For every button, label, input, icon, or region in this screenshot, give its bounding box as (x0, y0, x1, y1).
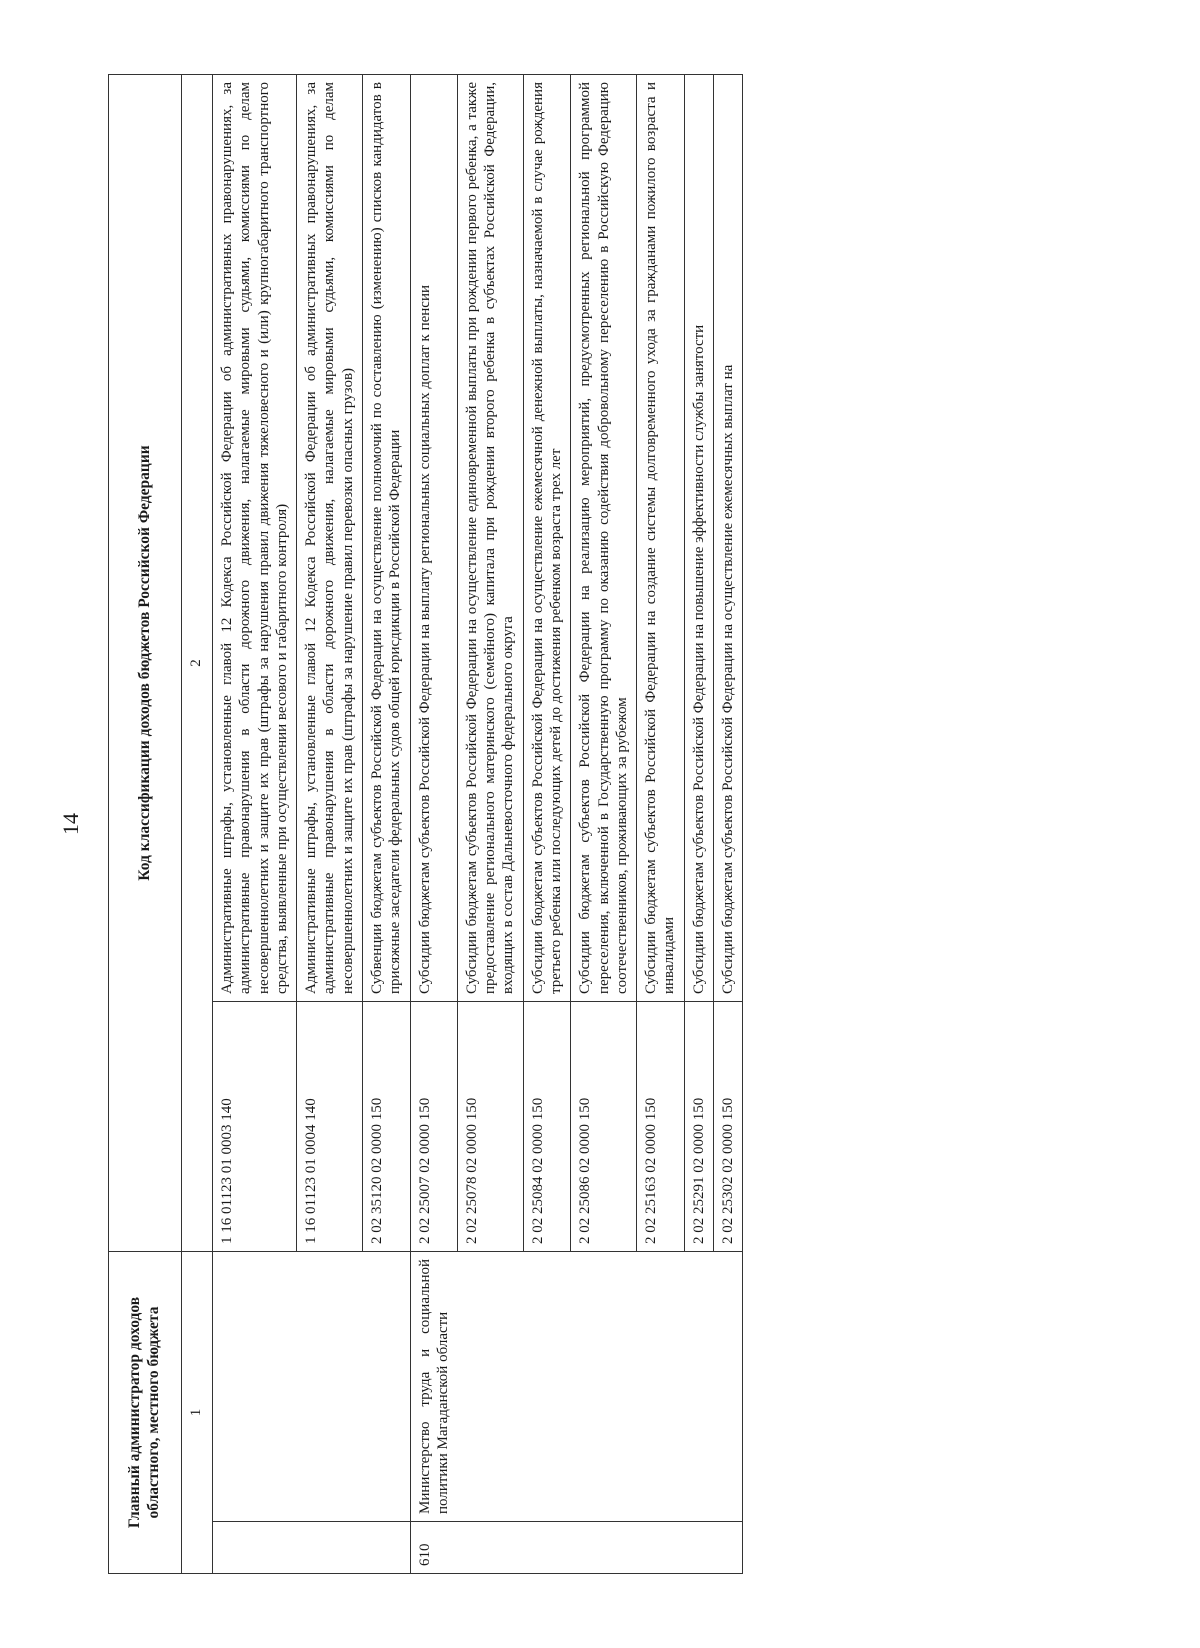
table-header-row (109, 75, 182, 1574)
admin-code-cell (571, 1522, 637, 1574)
admin-name-cell (297, 1252, 363, 1522)
budget-code-cell: 2 02 25078 02 0000 150 (457, 1002, 523, 1252)
table-row (523, 75, 571, 1574)
column-number-2: 2 (182, 75, 213, 1252)
table-row (410, 75, 457, 1574)
admin-code-cell (457, 1522, 523, 1574)
page-number: 14 (58, 813, 83, 835)
description-cell: Субсидии бюджетам субъектов Российской Федерации на создание системы долговременного ухода за гражданами пожилого возраста и инвалидами (637, 75, 685, 1002)
admin-name-cell (457, 1252, 523, 1522)
income-classification-table (108, 74, 743, 1574)
description-cell: Субсидии бюджетам субъектов Российской Федерации на осуществление ежемесячной денежной выплаты, назначаемой в случае рождения третьего ребенка или последующих детей до достижения ребенком возраста трех лет (523, 75, 571, 1002)
column-number-1: 1 (182, 1252, 213, 1574)
description-cell: Субсидии бюджетам субъектов Российской Федерации на выплату региональных социальных доплат к пенсии (410, 75, 457, 1002)
admin-name-cell (523, 1252, 571, 1522)
admin-code-cell: 610 (410, 1522, 457, 1574)
admin-name-cell: Министерство труда и социальной политики Магаданской области (410, 1252, 457, 1522)
admin-code-cell (637, 1522, 685, 1574)
admin-code-cell (684, 1522, 713, 1574)
table-row (637, 75, 685, 1574)
description-cell: Субвенции бюджетам субъектов Российской Федерации на осуществление полномочий по составлению (изменению) списков кандидатов в присяжные заседатели федеральных судов общей юрисдикции в Российской Федерации (363, 75, 411, 1002)
admin-code-cell (523, 1522, 571, 1574)
admin-code-cell (714, 1522, 743, 1574)
description-cell: Субсидии бюджетам субъектов Российской Федерации на осуществление ежемесячных выплат на (714, 75, 743, 1002)
admin-code-cell (363, 1522, 411, 1574)
table-row (457, 75, 523, 1574)
description-cell: Субсидии бюджетам субъектов Российской Федерации на реализацию мероприятий, предусмотренных региональной программой переселения, включенной в Государственную программу по оказанию содействия добровольному переселению в Российскую Федерацию соотечественников, проживающих за рубежом (571, 75, 637, 1002)
budget-code-cell: 2 02 25163 02 0000 150 (637, 1002, 685, 1252)
description-cell: Административные штрафы, установленные главой 12 Кодекса Российской Федерации об административных правонарушениях, за административные правонарушения в области дорожного движения, налагаемые мировыми судьями, комиссиями по делам несовершеннолетних и защите их прав (штрафы за нарушения правил движения тяжеловесного и (или) крупногабаритного транспортного средства, выявленные при осуществлении весового и габаритного контроля) (213, 75, 297, 1002)
admin-name-cell (571, 1252, 637, 1522)
table-row (714, 75, 743, 1574)
budget-code-cell: 2 02 25302 02 0000 150 (714, 1002, 743, 1252)
admin-code-cell (213, 1522, 297, 1574)
budget-code-cell: 1 16 01123 01 0004 140 (297, 1002, 363, 1252)
budget-code-cell: 2 02 35120 02 0000 150 (363, 1002, 411, 1252)
description-cell: Административные штрафы, установленные главой 12 Кодекса Российской Федерации об административных правонарушениях, за административные правонарушения в области дорожного движения, налагаемые мировыми судьями, комиссиями по делам несовершеннолетних и защите их прав (штрафы за нарушение правил перевозки опасных грузов) (297, 75, 363, 1002)
budget-code-cell: 2 02 25084 02 0000 150 (523, 1002, 571, 1252)
description-cell: Субсидии бюджетам субъектов Российской Федерации на повышение эффективности службы занятости (684, 75, 713, 1002)
table-row (684, 75, 713, 1574)
table-row (213, 75, 297, 1574)
rotated-page (40, 54, 1160, 1594)
table-row (571, 75, 637, 1574)
admin-name-cell (714, 1252, 743, 1522)
admin-name-cell (637, 1252, 685, 1522)
table-row (363, 75, 411, 1574)
budget-code-cell: 2 02 25007 02 0000 150 (410, 1002, 457, 1252)
budget-code-cell: 2 02 25086 02 0000 150 (571, 1002, 637, 1252)
header-classification-code: Код классификации доходов бюджетов Российской Федерации (109, 75, 182, 1252)
budget-code-cell: 2 02 25291 02 0000 150 (684, 1002, 713, 1252)
admin-code-cell (297, 1522, 363, 1574)
admin-name-cell (684, 1252, 713, 1522)
header-administrator: Главный администратор доходов областного, местного бюджета (109, 1252, 182, 1574)
budget-code-cell: 1 16 01123 01 0003 140 (213, 1002, 297, 1252)
description-cell: Субсидии бюджетам субъектов Российской Федерации на осуществление единовременной выплаты при рождении первого ребенка, а также предоставление регионального материнского (семейного) капитала при рождении второго ребенка в субъектах Российской Федерации, входящих в состав Дальневосточного федерального округа (457, 75, 523, 1002)
column-number-row (182, 75, 213, 1574)
admin-name-cell (363, 1252, 411, 1522)
admin-name-cell (213, 1252, 297, 1522)
table-row (297, 75, 363, 1574)
